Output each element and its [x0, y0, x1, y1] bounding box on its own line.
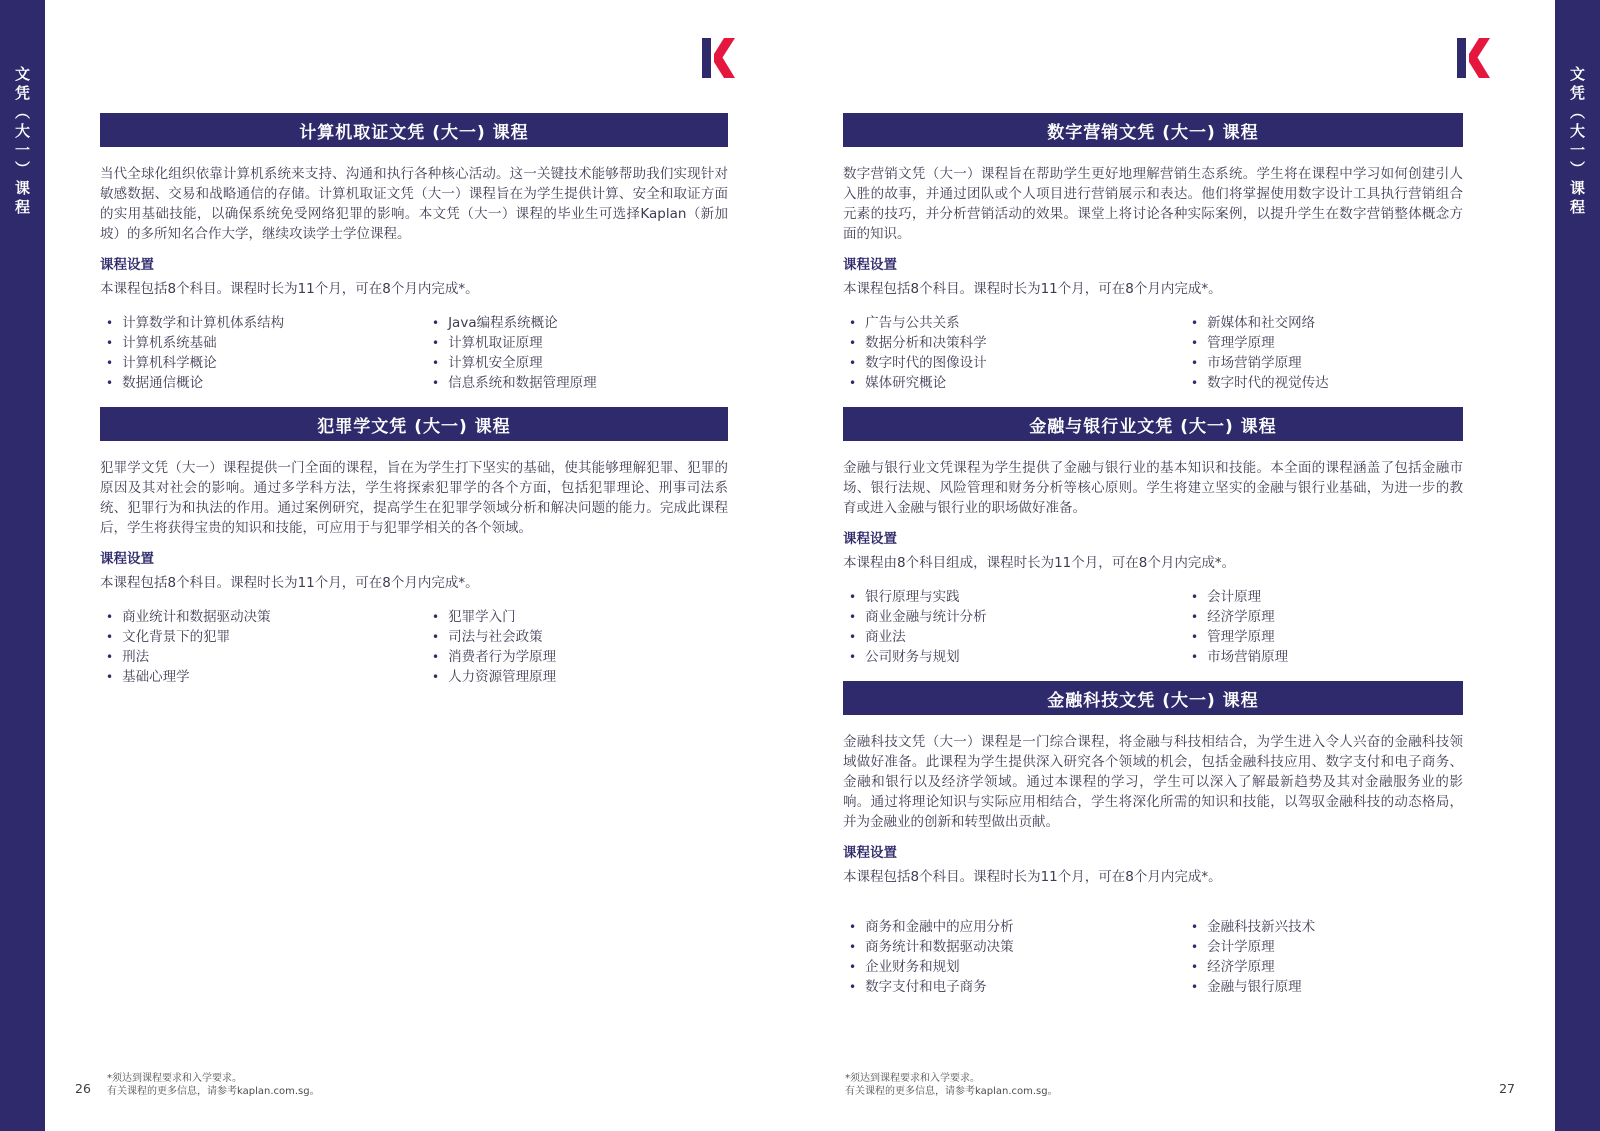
bullet-icon: • [106, 376, 114, 390]
subject-item [1185, 353, 1463, 373]
subject-item [426, 353, 728, 373]
subject-item [100, 333, 426, 353]
footnote-line1: *须达到课程要求和入学要求。 [107, 1073, 242, 1084]
course-duration: 本课程包括8个科目。课程时长为11个月，可在8个月内完成*。 [843, 869, 1222, 885]
course-settings-heading: 课程设置 [843, 531, 897, 547]
subject-label: 市场营销原理 [1207, 649, 1289, 665]
subject-item [1185, 627, 1463, 647]
subject-list-col1 [100, 313, 426, 393]
subject-columns [100, 313, 728, 393]
course-duration: 本课程由8个科目组成，课程时长为11个月，可在8个月内完成*。 [843, 555, 1236, 571]
subject-label: 新媒体和社交网络 [1207, 315, 1316, 331]
subject-item [100, 607, 426, 627]
page-right [843, 0, 1515, 1131]
page-number: 26 [75, 1081, 91, 1096]
course-title-bar [100, 407, 728, 441]
subject-label: 广告与公共关系 [865, 315, 960, 331]
subject-label: 商务统计和数据驱动决策 [865, 939, 1014, 955]
subject-label: 管理学原理 [1207, 629, 1275, 645]
bullet-icon: • [849, 590, 857, 604]
subject-item [426, 627, 728, 647]
subject-item [1185, 313, 1463, 333]
subject-item [843, 313, 1185, 333]
bullet-icon: • [1191, 590, 1199, 604]
course-settings-heading: 课程设置 [100, 551, 154, 567]
bullet-icon: • [432, 670, 440, 684]
subject-item [843, 917, 1185, 937]
bullet-icon: • [1191, 960, 1199, 974]
course-title-bar [843, 113, 1463, 147]
subject-label: Java编程系统概论 [448, 315, 558, 331]
subject-label: 企业财务和规划 [865, 959, 960, 975]
subject-item [1185, 977, 1463, 997]
subject-item [843, 627, 1185, 647]
bullet-icon: • [849, 940, 857, 954]
subject-item [843, 373, 1185, 393]
course-duration: 本课程包括8个科目。课程时长为11个月，可在8个月内完成*。 [843, 281, 1222, 297]
right-edge-label: 文凭（大一）课程 [1568, 66, 1586, 218]
subject-item [843, 333, 1185, 353]
course-title-bar [100, 113, 728, 147]
bullet-icon: • [849, 610, 857, 624]
course-section-computer-forensics [100, 113, 728, 393]
bullet-icon: • [1191, 356, 1199, 370]
bullet-icon: • [849, 630, 857, 644]
page-number: 27 [1499, 1081, 1515, 1096]
subject-label: 计算机科学概论 [122, 355, 217, 371]
bullet-icon: • [106, 650, 114, 664]
subject-label: 人力资源管理原理 [448, 669, 557, 685]
subject-item [1185, 917, 1463, 937]
subject-label: 商业统计和数据驱动决策 [122, 609, 271, 625]
footnote-line2: 有关课程的更多信息，请参考kaplan.com.sg。 [107, 1086, 320, 1097]
subject-label: 信息系统和数据管理原理 [448, 375, 597, 391]
bullet-icon: • [432, 376, 440, 390]
course-title-bar [843, 681, 1463, 715]
bullet-icon: • [1191, 980, 1199, 994]
subject-label: 市场营销学原理 [1207, 355, 1302, 371]
left-edge-banner [0, 0, 45, 1131]
subject-item [843, 353, 1185, 373]
bullet-icon: • [1191, 376, 1199, 390]
subject-list-col1 [843, 917, 1185, 997]
footnote-line2: 有关课程的更多信息，请参考kaplan.com.sg。 [845, 1086, 1058, 1097]
subject-label: 数字时代的视觉传达 [1207, 375, 1329, 391]
subject-list-col1 [843, 313, 1185, 393]
subject-item [1185, 957, 1463, 977]
course-duration: 本课程包括8个科目。课程时长为11个月，可在8个月内完成*。 [100, 281, 479, 297]
subject-item [426, 373, 728, 393]
course-settings-heading: 课程设置 [843, 845, 897, 861]
course-section-criminology [100, 407, 728, 687]
subject-columns [843, 587, 1463, 667]
bullet-icon: • [849, 920, 857, 934]
subject-item [100, 667, 426, 687]
subject-label: 数据通信概论 [122, 375, 204, 391]
subject-label: 数据分析和决策科学 [865, 335, 987, 351]
subject-list-col1 [843, 587, 1185, 667]
bullet-icon: • [1191, 650, 1199, 664]
subject-list-col2 [426, 313, 728, 393]
subject-item [426, 607, 728, 627]
course-settings-heading: 课程设置 [100, 257, 154, 273]
footnote [107, 1072, 320, 1098]
bullet-icon: • [849, 316, 857, 330]
bullet-icon: • [1191, 336, 1199, 350]
bullet-icon: • [1191, 940, 1199, 954]
subject-item [1185, 607, 1463, 627]
subject-item [1185, 373, 1463, 393]
subject-columns [843, 917, 1463, 997]
subject-item [426, 667, 728, 687]
course-description: 金融与银行业文凭课程为学生提供了金融与银行业的基本知识和技能。本全面的课程涵盖了包括金融市场、银行法规、风险管理和财务分析等核心原则。学生将建立坚实的金融与银行业基础，为进一步的教育或进入金融与银行业的职场做好准备。 [843, 460, 1463, 516]
course-description: 金融科技文凭（大一）课程是一门综合课程，将金融与科技相结合，为学生进入令人兴奋的金融科技领域做好准备。此课程为学生提供深入研究各个领域的机会，包括金融科技应用、数字支付和电子商务、金融和银行以及经济学领域。通过本课程的学习，学生可以深入了解最新趋势及其对金融服务业的影响。通过将理论知识与实际应用相结合，学生将深化所需的知识和技能，以驾驭金融科技的动态格局，并为金融业的创新和转型做出贡献。 [843, 734, 1463, 830]
subject-item [843, 607, 1185, 627]
subject-label: 媒体研究概论 [865, 375, 947, 391]
subject-list-col2 [1185, 917, 1463, 997]
bullet-icon: • [432, 650, 440, 664]
bullet-icon: • [432, 630, 440, 644]
subject-item [1185, 647, 1463, 667]
subject-item [426, 647, 728, 667]
subject-label: 司法与社会政策 [448, 629, 543, 645]
course-description: 数字营销文凭（大一）课程旨在帮助学生更好地理解营销生态系统。学生将在课程中学习如何创建引人入胜的故事，并通过团队或个人项目进行营销展示和表达。他们将掌握使用数字设计工具执行营销组合元素的技巧，并分析营销活动的效果。课堂上将讨论各种实际案例，以提升学生在数字营销整体概念方面的知识。 [843, 166, 1463, 242]
subject-label: 计算机系统基础 [122, 335, 217, 351]
right-edge-banner [1555, 0, 1600, 1131]
bullet-icon: • [106, 610, 114, 624]
course-description: 犯罪学文凭（大一）课程提供一门全面的课程，旨在为学生打下坚实的基础，使其能够理解犯罪、犯罪的原因及其对社会的影响。通过多学科方法，学生将探索犯罪学的各个方面，包括犯罪理论、刑事司法系统、犯罪行为和执法的作用。通过案例研究，提高学生在犯罪学领域分析和解决问题的能力。完成此课程后，学生将获得宝贵的知识和技能，可应用于与犯罪学相关的各个领域。 [100, 460, 728, 536]
subject-label: 会计原理 [1207, 589, 1262, 605]
bullet-icon: • [106, 630, 114, 644]
bullet-icon: • [432, 316, 440, 330]
left-edge-label: 文凭（大一）课程 [13, 66, 31, 218]
subject-item [1185, 587, 1463, 607]
subject-item [843, 957, 1185, 977]
course-title: 犯罪学文凭 (大一) 课程 [317, 416, 511, 437]
subject-item [426, 313, 728, 333]
subject-label: 经济学原理 [1207, 609, 1275, 625]
course-title: 金融科技文凭 (大一) 课程 [1047, 690, 1259, 711]
subject-item [100, 353, 426, 373]
subject-item [1185, 333, 1463, 353]
bullet-icon: • [1191, 316, 1199, 330]
course-section-banking-finance [843, 407, 1463, 667]
subject-label: 数字支付和电子商务 [865, 979, 987, 995]
subject-label: 犯罪学入门 [448, 609, 516, 625]
subject-label: 经济学原理 [1207, 959, 1275, 975]
subject-columns [843, 313, 1463, 393]
bullet-icon: • [432, 610, 440, 624]
subject-label: 商业法 [865, 629, 906, 645]
bullet-icon: • [849, 356, 857, 370]
course-title: 金融与银行业文凭 (大一) 课程 [1029, 416, 1277, 437]
subject-label: 银行原理与实践 [865, 589, 960, 605]
subject-item [843, 587, 1185, 607]
subject-list-col2 [1185, 313, 1463, 393]
bullet-icon: • [849, 960, 857, 974]
subject-item [100, 647, 426, 667]
bullet-icon: • [849, 650, 857, 664]
subject-list-col2 [1185, 587, 1463, 667]
subject-label: 金融与银行原理 [1207, 979, 1302, 995]
bullet-icon: • [432, 336, 440, 350]
kaplan-k-icon [702, 38, 738, 82]
course-title: 数字营销文凭 (大一) 课程 [1047, 122, 1259, 143]
subject-item [100, 373, 426, 393]
subject-columns [100, 607, 728, 687]
subject-label: 商业金融与统计分析 [865, 609, 987, 625]
course-settings-heading: 课程设置 [843, 257, 897, 273]
bullet-icon: • [106, 670, 114, 684]
subject-label: 计算机取证原理 [448, 335, 543, 351]
course-title-bar [843, 407, 1463, 441]
bullet-icon: • [1191, 630, 1199, 644]
course-title: 计算机取证文凭 (大一) 课程 [299, 122, 529, 143]
bullet-icon: • [1191, 920, 1199, 934]
footnote-line1: *须达到课程要求和入学要求。 [845, 1073, 980, 1084]
subject-item [843, 937, 1185, 957]
bullet-icon: • [106, 336, 114, 350]
footnote [845, 1072, 1058, 1098]
subject-item [100, 627, 426, 647]
bullet-icon: • [1191, 610, 1199, 624]
subject-label: 计算数学和计算机体系结构 [122, 315, 285, 331]
subject-label: 数字时代的图像设计 [865, 355, 987, 371]
subject-item [426, 333, 728, 353]
course-section-digital-marketing [843, 113, 1463, 393]
subject-label: 公司财务与规划 [865, 649, 960, 665]
bullet-icon: • [849, 336, 857, 350]
subject-label: 会计学原理 [1207, 939, 1275, 955]
bullet-icon: • [849, 980, 857, 994]
page-left [75, 0, 728, 1131]
subject-label: 消费者行为学原理 [448, 649, 557, 665]
subject-label: 刑法 [122, 649, 150, 665]
subject-item [100, 313, 426, 333]
subject-item [843, 977, 1185, 997]
subject-label: 文化背景下的犯罪 [122, 629, 231, 645]
subject-label: 基础心理学 [122, 669, 190, 685]
subject-label: 计算机安全原理 [448, 355, 543, 371]
bullet-icon: • [106, 356, 114, 370]
subject-label: 商务和金融中的应用分析 [865, 919, 1014, 935]
course-description: 当代全球化组织依靠计算机系统来支持、沟通和执行各种核心活动。这一关键技术能够帮助我们实现针对敏感数据、交易和战略通信的存储。计算机取证文凭（大一）课程旨在为学生提供计算、安全和取证方面的实用基础技能，以确保系统免受网络犯罪的影响。本文凭（大一）课程的毕业生可选择Kaplan（新加坡）的多所知名合作大学，继续攻读学士学位课程。 [100, 166, 728, 242]
kaplan-k-icon [1457, 38, 1493, 82]
subject-item [843, 647, 1185, 667]
subject-item [1185, 937, 1463, 957]
bullet-icon: • [432, 356, 440, 370]
subject-label: 管理学原理 [1207, 335, 1275, 351]
subject-list-col1 [100, 607, 426, 687]
bullet-icon: • [106, 316, 114, 330]
bullet-icon: • [849, 376, 857, 390]
subject-label: 金融科技新兴技术 [1207, 919, 1316, 935]
course-duration: 本课程包括8个科目。课程时长为11个月，可在8个月内完成*。 [100, 575, 479, 591]
course-section-fintech [843, 681, 1463, 997]
subject-list-col2 [426, 607, 728, 687]
